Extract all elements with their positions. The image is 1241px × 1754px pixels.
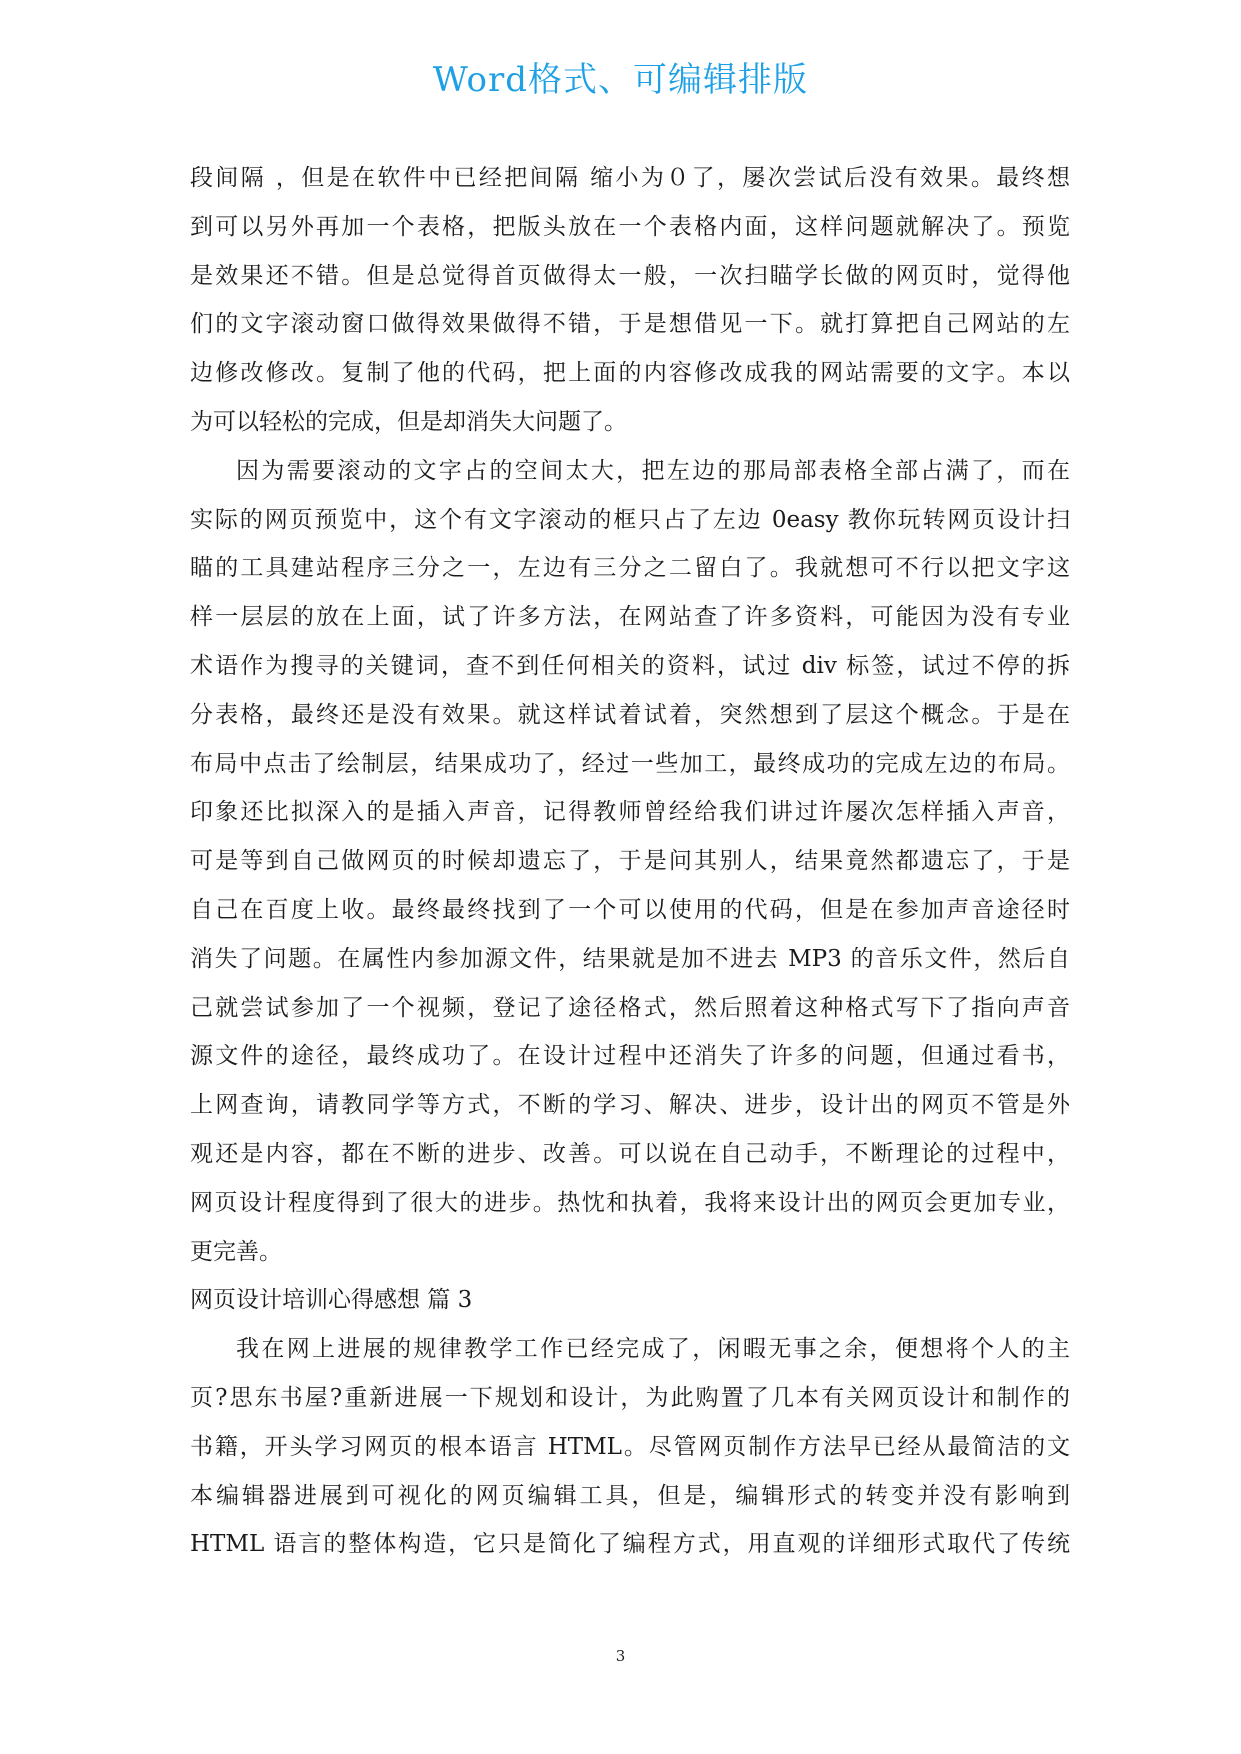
text-line: 书籍，开头学习网页的根本语言 HTML。尽管网页制作方法早已经从最简洁的文 [190, 1433, 1070, 1460]
text-line: 边修改修改。复制了他的代码，把上面的内容修改成我的网站需要的文字。本以 [190, 360, 1070, 387]
text-line: 页?思东书屋?重新进展一下规划和设计，为此购置了几本有关网页设计和制作的 [190, 1384, 1070, 1411]
text-line: HTML 语言的整体构造，它只是简化了编程方式，用直观的详细形式取代了传统 [190, 1531, 1070, 1558]
document-body [190, 154, 1070, 1569]
text-line: 布局中点击了绘制层，结果成功了，经过一些加工，最终成功的完成左边的布局。 [190, 750, 1070, 777]
text-line: 实际的网页预览中，这个有文字滚动的框只占了左边 0easy 教你玩转网页设计扫 [190, 506, 1070, 533]
text-line: 本编辑器进展到可视化的网页编辑工具，但是，编辑形式的转变并没有影响到 [190, 1482, 1070, 1509]
text-line: 我在网上进展的规律教学工作已经完成了，闲暇无事之余，便想将个人的主 [236, 1336, 1070, 1363]
text-line: 自己在百度上收。最终最终找到了一个可以使用的代码，但是在参加声音途径时 [190, 896, 1070, 923]
text-line: 更完善。 [190, 1238, 282, 1265]
text-line: 段间隔 ，但是在软件中已经把间隔 缩小为０了，屡次尝试后没有效果。最终想 [190, 165, 1070, 191]
text-line: 上网查询，请教同学等方式，不断的学习、解决、进步，设计出的网页不管是外 [190, 1092, 1070, 1119]
text-line: 观还是内容，都在不断的进步、改善。可以说在自己动手，不断理论的过程中， [190, 1140, 1070, 1167]
text-line: 可是等到自己做网页的时候却遗忘了，于是问其别人，结果竟然都遗忘了，于是 [190, 848, 1070, 875]
text-line: 术语作为搜寻的关键词，查不到任何相关的资料，试过 div 标签，试过不停的拆 [190, 652, 1070, 679]
text-line: 分表格，最终还是没有效果。就这样试着试着，突然想到了层这个概念。于是在 [190, 701, 1070, 728]
text-line: 己就尝试参加了一个视频，登记了途径格式，然后照着这种格式写下了指向声音 [190, 994, 1070, 1021]
text-line: 到可以另外再加一个表格，把版头放在一个表格内面，这样问题就解决了。预览 [190, 213, 1070, 240]
text-line: 是效果还不错。但是总觉得首页做得太一般，一次扫瞄学长做的网页时，觉得他 [190, 262, 1070, 289]
text-line: 消失了问题。在属性内参加源文件，结果就是加不进去 MP3 的音乐文件，然后自 [190, 945, 1070, 972]
text-line: 源文件的途径，最终成功了。在设计过程中还消失了许多的问题，但通过看书， [190, 1043, 1070, 1070]
text-line: 为可以轻松的完成，但是却消失大问题了。 [190, 408, 627, 435]
text-line: 印象还比拟深入的是插入声音，记得教师曾经给我们讲过许屡次怎样插入声音， [190, 799, 1070, 826]
text-line: 因为需要滚动的文字占的空间太大，把左边的那局部表格全部占满了，而在 [236, 457, 1070, 484]
text-line: 们的文字滚动窗口做得效果做得不错，于是想借见一下。就打算把自己网站的左 [190, 311, 1070, 338]
page-number: 3 [615, 1647, 626, 1665]
text-line: 样一层层的放在上面，试了许多方法，在网站查了许多资料，可能因为没有专业 [190, 604, 1070, 631]
text-line: 网页设计程度得到了很大的进步。热忱和执着，我将来设计出的网页会更加专业， [190, 1189, 1070, 1216]
section-heading: 网页设计培训心得感想 篇 3 [190, 1287, 473, 1314]
text-line: 瞄的工具建站程序三分之一，左边有三分之二留白了。我就想可不行以把文字这 [190, 555, 1070, 582]
header-title: Word格式、可编辑排版 [432, 60, 809, 100]
